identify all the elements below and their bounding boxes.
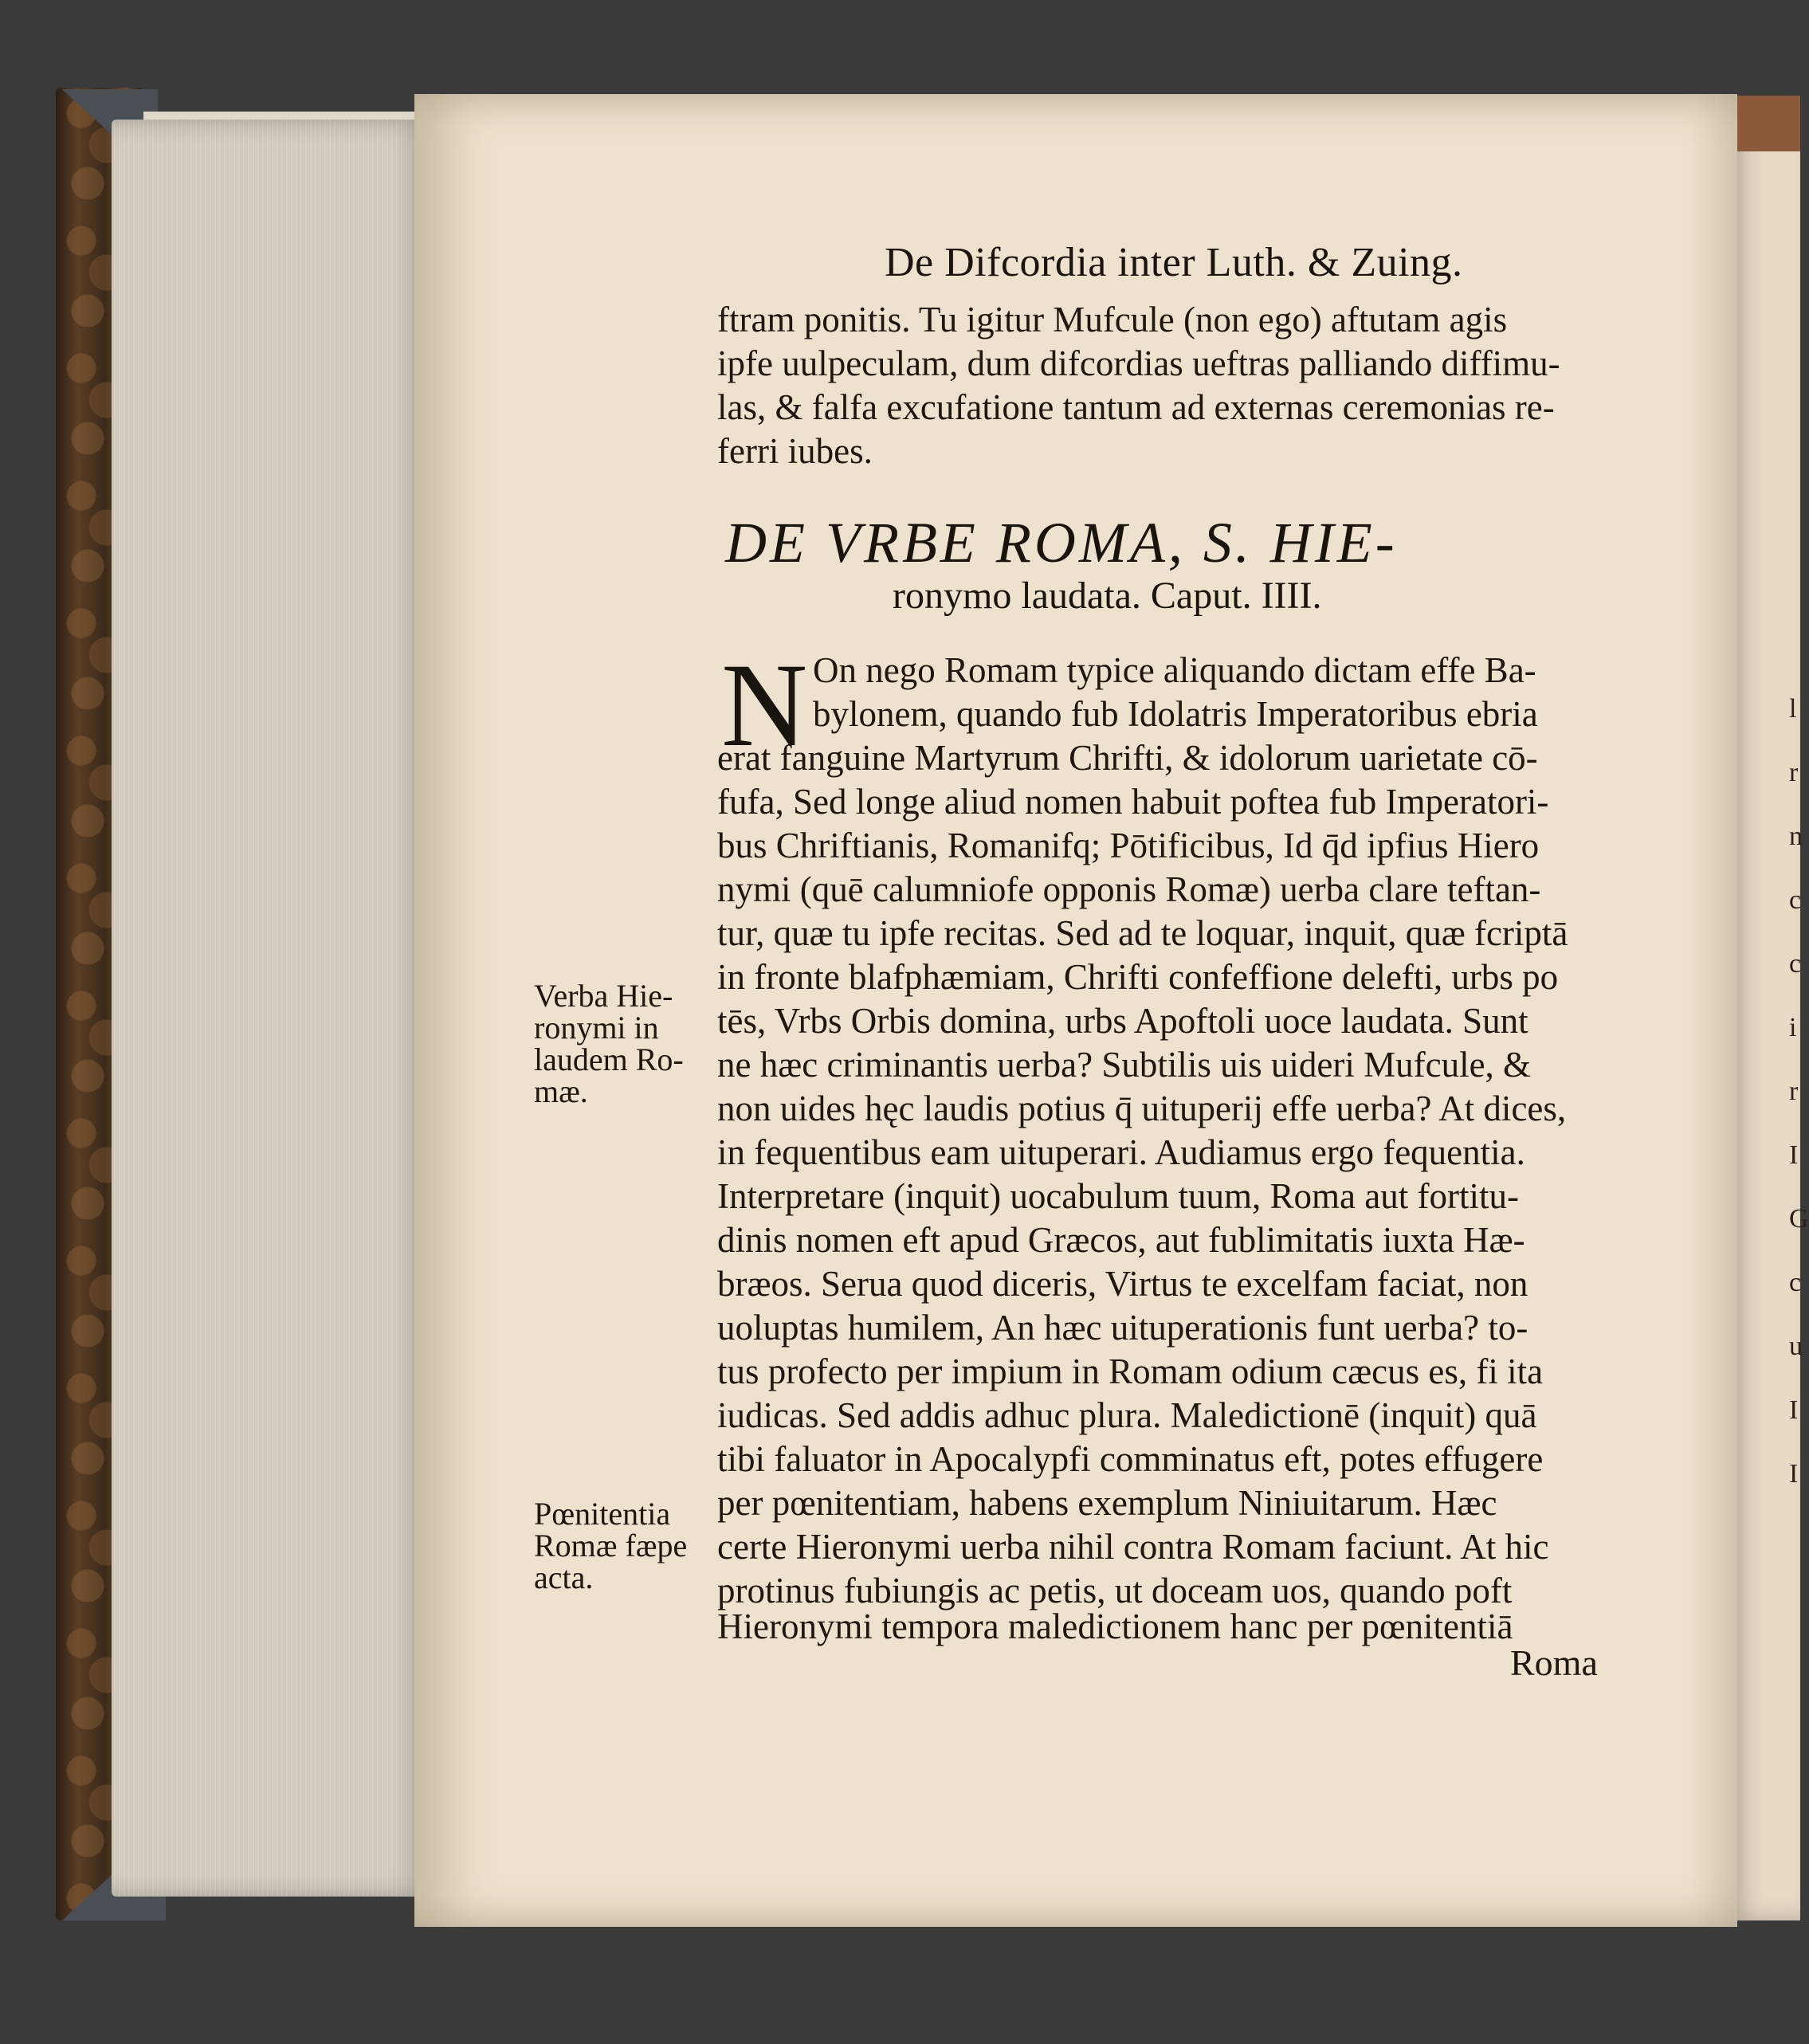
body-line: ne hæc criminantis uerba? Subtilis uis uideri Mufcule, & — [717, 1045, 1532, 1085]
body-line: Hieronymi tempora maledictionem hanc per pœnitentiā — [717, 1607, 1513, 1646]
body-line: nymi (quē calumniofe opponis Romæ) uerba clare teftan- — [717, 869, 1541, 909]
body-line: bylonem, quando fub Idolatris Imperatoribus ebria — [813, 694, 1538, 734]
book-cover-right — [1737, 96, 1800, 151]
body-line: certe Hieronymi uerba nihil contra Romam faciunt. At hic — [717, 1527, 1549, 1567]
body-line: dinis nomen eft apud Græcos, aut fublimitatis iuxta Hæ- — [717, 1220, 1525, 1260]
catchword: Roma — [1510, 1642, 1598, 1683]
body-line: tēs, Vrbs Orbis domina, urbs Apoftoli uoce laudata. Sunt — [717, 1001, 1528, 1041]
intro-line: ftram ponitis. Tu igitur Mufcule (non ego) aftutam agis — [717, 300, 1508, 339]
body-line: fufa, Sed longe aliud nomen habuit poftea fub Imperatori- — [717, 782, 1549, 822]
intro-line: ferri iubes. — [717, 431, 873, 471]
intro-line: ipfe uulpeculam, dum difcordias ueftras palliando diffimu- — [717, 343, 1560, 383]
body-line: Interpretare (inquit) uocabulum tuum, Roma aut fortitu- — [717, 1176, 1519, 1216]
body-line: uoluptas humilem, An hæc uituperationis funt uerba? to- — [717, 1308, 1528, 1348]
body-line: On nego Romam typice aliquando dictam effe Ba- — [813, 650, 1536, 690]
running-head: De Difcordia inter Luth. & Zuing. — [885, 240, 1463, 285]
body-line: in fronte blafphæmiam, Chrifti confeffione delefti, urbs po — [717, 957, 1559, 997]
body-line: erat fanguine Martyrum Chrifti, & idolorum uarietate cō- — [717, 738, 1538, 778]
chapter-subtitle: ronymo laudata. Caput. IIII. — [893, 575, 1322, 617]
body-line: in fequentibus eam uituperari. Audiamus ergo fequentia. — [717, 1132, 1525, 1172]
body-line: tus profecto per impium in Romam odium cæcus es, fi ita — [717, 1352, 1544, 1391]
body-line: protinus fubiungis ac petis, ut doceam uos, quando poft — [717, 1571, 1513, 1610]
intro-line: las, & falfa excufatione tantum ad externas ceremonias re- — [717, 387, 1555, 427]
chapter-title: DE VRBE ROMA, S. HIE- — [725, 511, 1398, 575]
margin-note: Verba Hie- ronymi in laudem Ro- mæ. — [534, 978, 684, 1109]
body-line: tur, quæ tu ipfe recitas. Sed ad te loquar, inquit, quæ fcriptā — [717, 913, 1568, 953]
body-line: per pœnitentiam, habens exemplum Niniuitarum. Hæc — [717, 1483, 1497, 1523]
body-line: tibi faluator in Apocalypfi comminatus eft, potes effugere — [717, 1439, 1544, 1479]
page-stack-edge — [112, 120, 430, 1897]
body-line: bus Chriftianis, Romanifq; Pōtificibus, Id q̄d ipfius Hiero — [717, 826, 1540, 865]
margin-note: Pœnitentia Romæ fæpe acta. — [534, 1496, 688, 1595]
facing-page-text-fragment: lrnccirIGcuII — [1789, 694, 1809, 1489]
body-line: bræos. Serua quod diceris, Virtus te excelfam faciat, non — [717, 1264, 1528, 1304]
body-line: iudicas. Sed addis adhuc plura. Maledictionē (inquit) quā — [717, 1395, 1537, 1435]
body-line: non uides hęc laudis potius q̄ uituperij effe uerba? At dices, — [717, 1089, 1567, 1128]
drop-cap: N — [721, 639, 808, 771]
